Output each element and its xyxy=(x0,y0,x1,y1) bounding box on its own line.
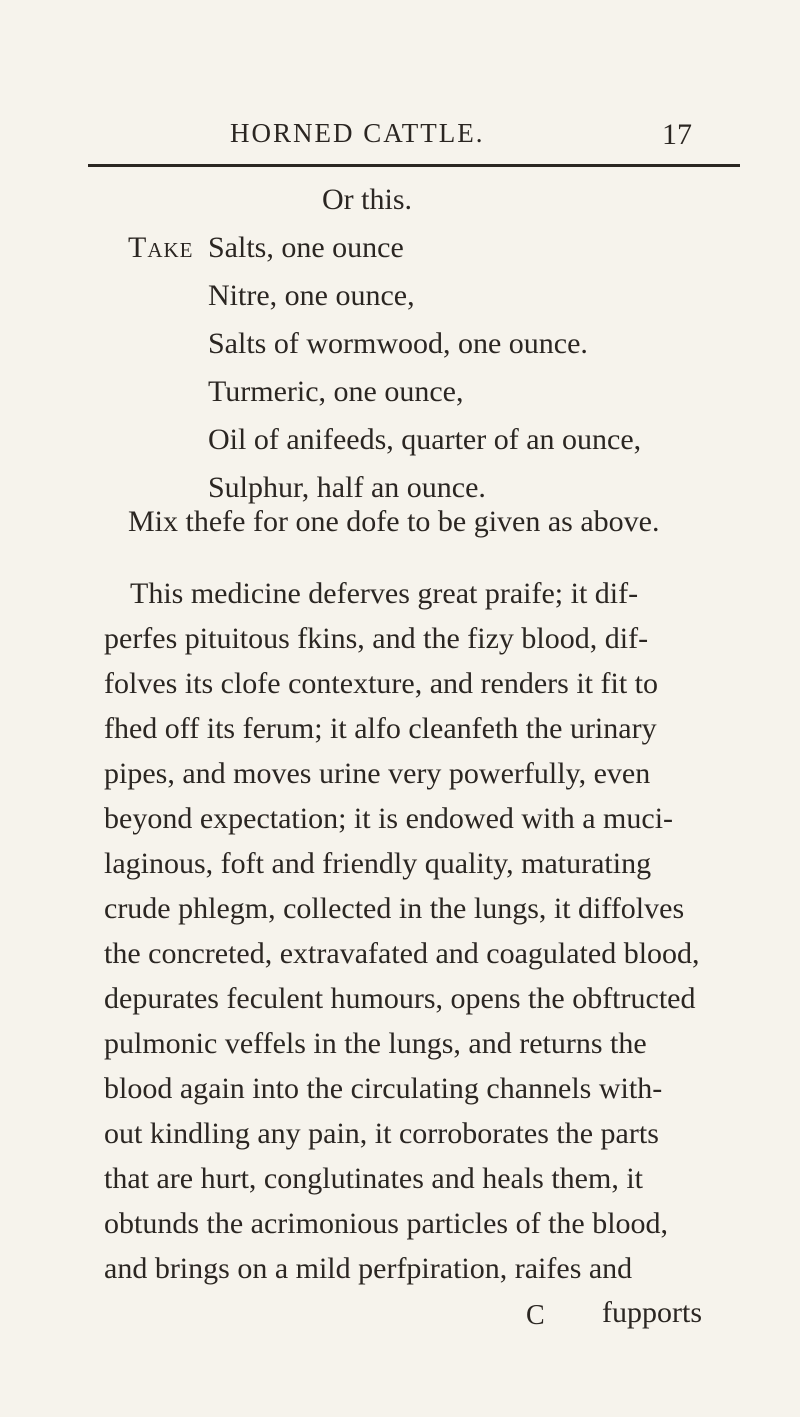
recipe-heading: Or this. xyxy=(322,183,412,216)
recipe-line: Salts of wormwood, one ounce. xyxy=(208,327,588,360)
paragraph-line: and brings on a mild perfpiration, raifes and xyxy=(104,1252,633,1285)
paragraph-line: blood again into the circulating channels with- xyxy=(104,1072,663,1105)
paragraph-line: pipes, and moves urine very powerfully, even xyxy=(104,757,651,790)
recipe-take-word: Take xyxy=(128,231,194,264)
recipe-line: Sulphur, half an ounce. xyxy=(208,471,486,504)
paragraph-line: crude phlegm, collected in the lungs, it diffolves xyxy=(104,892,685,925)
paragraph-line: obtunds the acrimonious particles of the blood, xyxy=(104,1207,669,1240)
paragraph-line: perfes pituitous fkins, and the fizy blood, dif- xyxy=(104,622,649,655)
recipe-line: Salts, one ounce xyxy=(208,231,404,264)
recipe-line: Oil of anifeeds, quarter of an ounce, xyxy=(208,423,642,456)
paragraph-line: fhed off its ferum; it alfo cleanfeth the urinary xyxy=(104,712,657,745)
recipe-direction: Mix thefe for one dofe to be given as above. xyxy=(128,505,660,538)
paragraph-line: that are hurt, conglutinates and heals them, it xyxy=(104,1162,644,1195)
recipe-line: Nitre, one ounce, xyxy=(208,279,415,312)
paragraph-line: out kindling any pain, it corroborates the parts xyxy=(104,1117,659,1150)
running-head: HORNED CATTLE. xyxy=(230,118,485,148)
signature-mark: C xyxy=(526,1300,545,1331)
paragraph-line: This medicine deferves great praife; it dif- xyxy=(130,577,639,610)
paragraph-line: the concreted, extravafated and coagulated blood, xyxy=(104,937,700,970)
header-rule xyxy=(88,164,740,167)
paragraph-line: pulmonic veffels in the lungs, and returns the xyxy=(104,1027,647,1060)
page-number: 17 xyxy=(662,118,692,151)
recipe-line: Turmeric, one ounce, xyxy=(208,375,464,408)
paragraph-line: depurates feculent humours, opens the obftructed xyxy=(104,982,696,1015)
paragraph-line: laginous, foft and friendly quality, maturating xyxy=(104,847,652,880)
paragraph-line: beyond expectation; it is endowed with a muci- xyxy=(104,802,674,835)
catchword: fupports xyxy=(602,1296,702,1329)
paragraph-line: folves its clofe contexture, and renders it fit to xyxy=(104,667,658,700)
